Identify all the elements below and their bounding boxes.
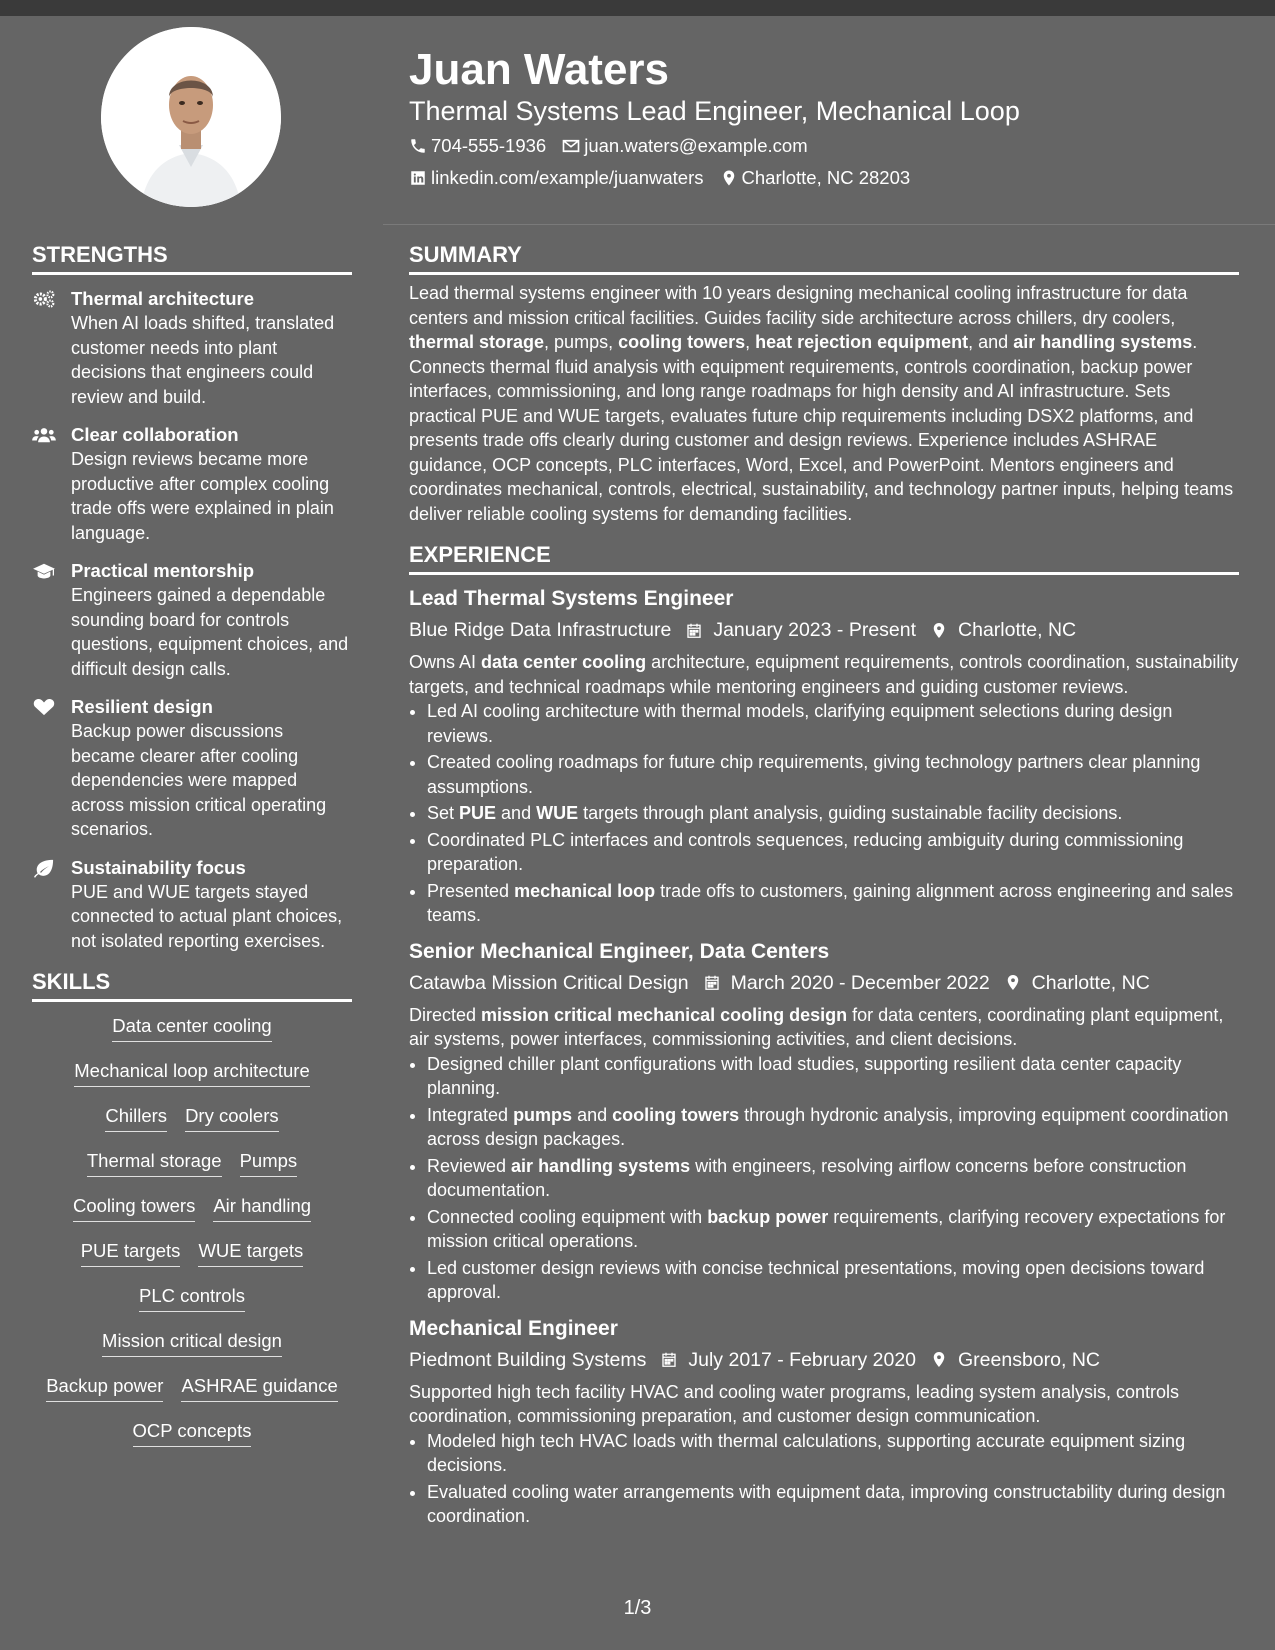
- text-segment: and: [572, 1104, 613, 1125]
- emphasis-text: pumps: [513, 1104, 573, 1125]
- text-segment: Coordinated PLC interfaces and controls sequences, reducing ambiguity during commissioning preparation.: [427, 829, 1184, 874]
- header-divider: [383, 224, 1275, 225]
- text-segment: Created cooling roadmaps for future chip requirements, giving technology partners clear planning assumptions.: [427, 752, 1201, 797]
- map-pin-icon: [930, 621, 948, 640]
- job-title: Mechanical Engineer: [409, 1316, 618, 1340]
- text-segment: Integrated: [427, 1104, 514, 1125]
- skill-tag: Thermal storage: [87, 1149, 222, 1177]
- text-segment: and: [496, 803, 537, 823]
- text-segment: Supported high tech facility HVAC and cooling water programs, leading system analysis, controls coordination, commissioning preparation, and customer design communication.: [409, 1381, 1180, 1426]
- location-contact: [720, 166, 911, 190]
- location-text: Charlotte, NC 28203: [741, 167, 911, 188]
- job-bullets: [409, 699, 1239, 928]
- job-entry: [409, 938, 1239, 1305]
- job-description: [409, 1003, 1239, 1052]
- text-segment: , and: [968, 332, 1014, 352]
- skill-tag: Data center cooling: [112, 1014, 271, 1042]
- map-pin-icon: [1004, 973, 1022, 992]
- text-segment: Set: [427, 803, 460, 823]
- graduation-cap-icon: [32, 561, 56, 581]
- text-segment: Reviewed: [427, 1155, 512, 1176]
- experience-list: [409, 585, 1239, 1529]
- emphasis-text: mechanical loop: [514, 880, 656, 901]
- skill-tag: Backup power: [46, 1374, 163, 1402]
- linkedin-text: linkedin.com/example/juanwaters: [431, 167, 704, 188]
- emphasis-text: cooling towers: [612, 1104, 740, 1125]
- skill-tag: Cooling towers: [73, 1194, 195, 1222]
- text-segment: , pumps,: [544, 332, 619, 352]
- job-entry: [409, 1315, 1239, 1529]
- text-segment: Directed: [409, 1004, 482, 1025]
- job-bullet: [427, 699, 1239, 748]
- strength-title: Thermal architecture: [71, 288, 255, 309]
- emphasis-text: backup power: [707, 1206, 829, 1227]
- strength-description: When AI loads shifted, translated customer needs into plant decisions that engineers could review and build.: [71, 313, 335, 407]
- strength-item: [32, 559, 352, 681]
- strengths-list: [32, 287, 352, 953]
- job-bullet: [427, 750, 1239, 799]
- strength-description: PUE and WUE targets stayed connected to actual plant choices, not isolated reporting exercises.: [71, 881, 343, 951]
- phone-text: 704-555-1936: [431, 135, 547, 156]
- candidate-headline: Thermal Systems Lead Engineer, Mechanical Loop: [409, 96, 1020, 126]
- skill-tag: WUE targets: [198, 1239, 303, 1267]
- job-bullet: [427, 1256, 1239, 1305]
- job-entry: [409, 585, 1239, 928]
- text-segment: Evaluated cooling water arrangements with equipment data, improving constructability during design coordination.: [427, 1481, 1226, 1526]
- skill-row: [32, 1104, 352, 1149]
- emphasis-text: WUE: [536, 803, 579, 823]
- email-contact[interactable]: [562, 134, 807, 158]
- job-bullets: [409, 1052, 1239, 1305]
- job-bullet: [427, 1103, 1239, 1152]
- job-dates: January 2023 - Present: [713, 619, 917, 641]
- contact-row-1: [409, 134, 824, 158]
- job-location: Charlotte, NC: [958, 619, 1077, 641]
- map-pin-icon: [720, 169, 738, 187]
- text-segment: with engineers, resolving airflow concerns before construction documentation.: [427, 1155, 1187, 1200]
- text-segment: Modeled high tech HVAC loads with thermal calculations, supporting accurate equipment sizing decisions.: [427, 1430, 1186, 1475]
- profile-photo: [101, 27, 281, 207]
- emphasis-text: PUE: [459, 803, 497, 823]
- gears-icon: [32, 289, 56, 309]
- skill-tag: Air handling: [213, 1194, 311, 1222]
- text-segment: requirements, clarifying recovery expectations for mission critical operations.: [427, 1206, 1226, 1251]
- skill-row: [32, 1149, 352, 1194]
- strength-item: [32, 856, 352, 954]
- leaf-icon: [32, 858, 56, 878]
- linkedin-icon: [409, 169, 427, 187]
- calendar-icon: [660, 1350, 678, 1369]
- job-location: Charlotte, NC: [1031, 971, 1150, 994]
- job-bullet: [427, 879, 1239, 928]
- skill-row: [32, 1239, 352, 1284]
- emphasis-text: data center cooling: [481, 652, 647, 672]
- job-bullet: [427, 1154, 1239, 1203]
- emphasis-text: air handling systems: [1013, 332, 1193, 352]
- job-bullets: [409, 1429, 1239, 1529]
- job-description: [409, 1380, 1239, 1429]
- heart-icon: [32, 697, 56, 717]
- linkedin-contact[interactable]: [409, 166, 704, 190]
- skill-tag: Pumps: [240, 1149, 298, 1177]
- text-segment: for data centers, coordinating plant equipment, air systems, power interfaces, commissioning activities, and client decisions.: [409, 1004, 1224, 1049]
- users-icon: [32, 425, 56, 445]
- strength-description: Engineers gained a dependable sounding board for controls questions, equipment choices, and difficult design calls.: [71, 585, 349, 679]
- text-segment: Led AI cooling architecture with thermal models, clarifying equipment selections during design reviews.: [427, 701, 1173, 746]
- calendar-icon: [685, 621, 703, 640]
- text-segment: ,: [745, 332, 756, 352]
- company-name: Blue Ridge Data Infrastructure: [409, 619, 672, 641]
- skill-row: [32, 1329, 352, 1374]
- skill-tag: OCP concepts: [133, 1419, 252, 1447]
- strength-title: Practical mentorship: [71, 560, 255, 581]
- emphasis-text: mission critical mechanical cooling design: [481, 1004, 848, 1025]
- top-bar: [0, 0, 1275, 16]
- skill-tag: Chillers: [105, 1104, 167, 1132]
- text-segment: Designed chiller plant configurations with load studies, supporting resilient data center capacity planning.: [427, 1053, 1182, 1098]
- summary-text: [409, 281, 1239, 526]
- job-meta: [409, 616, 1239, 644]
- skill-row: [32, 1284, 352, 1329]
- skill-tag: Dry coolers: [185, 1104, 279, 1132]
- job-dates: March 2020 - December 2022: [730, 971, 990, 994]
- strength-title: Sustainability focus: [71, 856, 246, 878]
- strength-item: [32, 695, 352, 842]
- summary-heading: SUMMARY: [409, 240, 1239, 275]
- skill-row: [32, 1014, 352, 1059]
- job-meta: [409, 1346, 1239, 1374]
- text-segment: Connected cooling equipment with: [427, 1206, 708, 1227]
- skill-row: [32, 1374, 352, 1419]
- strength-title: Resilient design: [71, 696, 213, 717]
- job-bullet: [427, 801, 1239, 826]
- strength-description: Backup power discussions became clearer after cooling dependencies were mapped across mission critical operating scenarios.: [71, 721, 327, 839]
- skill-tag: PUE targets: [81, 1239, 181, 1267]
- skill-row: [32, 1059, 352, 1104]
- skill-tag: Mechanical loop architecture: [74, 1059, 310, 1087]
- emphasis-text: cooling towers: [618, 332, 746, 352]
- text-segment: through hydronic analysis, improving equipment coordination across design packages.: [427, 1104, 1229, 1149]
- job-description: [409, 650, 1239, 699]
- text-segment: Lead thermal systems engineer with 10 years designing mechanical cooling infrastructure for data centers and mission critical facilities. Guides facility side architecture across chillers, dry coolers,: [409, 283, 1188, 328]
- strength-description: Design reviews became more productive after complex cooling trade offs were explained in plain language.: [71, 449, 334, 543]
- phone-icon: [409, 137, 427, 155]
- page-indicator: 1/3: [623, 1597, 652, 1619]
- job-bullet: [427, 1052, 1239, 1101]
- text-segment: architecture, equipment requirements, controls coordination, sustainability targets, and technical roadmaps while mentoring engineers and guiding customer reviews.: [409, 652, 1239, 697]
- contact-row-2: [409, 166, 926, 190]
- text-segment: targets through plant analysis, guiding sustainable facility decisions.: [578, 803, 1123, 823]
- text-segment: . Connects thermal fluid analysis with equipment requirements, controls coordination, backup power interfaces, commissioning, and long range roadmaps for high density and AI infrastructure. Sets practical PUE and WUE targets, evaluates future chip requirements including DSX2 platforms, and presents trade offs clearly during customer and design reviews. Experience includes ASHRAE guidance, OCP concepts, PLC interfaces, Word, Excel, and PowerPoint. Mentors engineers and coordinates mechanical, controls, electrical, sustainability, and technology partner inputs, helping teams deliver reliable cooling systems for demanding facilities.: [409, 332, 1234, 524]
- strength-title: Clear collaboration: [71, 424, 239, 445]
- skill-row: [32, 1419, 352, 1464]
- text-segment: trade offs to customers, gaining alignment across engineering and sales teams.: [427, 880, 1234, 925]
- phone-contact[interactable]: [409, 134, 546, 158]
- text-segment: Led customer design reviews with concise technical presentations, moving open decisions toward approval.: [427, 1257, 1205, 1302]
- text-segment: Owns AI: [409, 652, 482, 672]
- email-text: juan.waters@example.com: [584, 135, 808, 156]
- emphasis-text: air handling systems: [511, 1155, 691, 1176]
- job-bullet: [427, 1480, 1239, 1529]
- skill-tag: ASHRAE guidance: [181, 1374, 337, 1402]
- job-bullet: [427, 828, 1239, 877]
- strength-item: [32, 423, 352, 545]
- skills-heading: SKILLS: [32, 967, 352, 1002]
- skill-tag: PLC controls: [139, 1284, 245, 1312]
- job-location: Greensboro, NC: [958, 1348, 1100, 1371]
- skill-tag: Mission critical design: [102, 1329, 282, 1357]
- job-dates: July 2017 - February 2020: [688, 1348, 917, 1371]
- strength-item: [32, 287, 352, 409]
- emphasis-text: heat rejection equipment: [755, 332, 969, 352]
- job-title: Senior Mechanical Engineer, Data Centers: [409, 939, 830, 963]
- right-column: [409, 240, 1239, 1531]
- job-meta: [409, 969, 1239, 997]
- text-segment: Presented: [427, 880, 515, 901]
- envelope-icon: [562, 137, 580, 155]
- skill-row: [32, 1194, 352, 1239]
- strengths-heading: STRENGTHS: [32, 240, 352, 275]
- emphasis-text: thermal storage: [409, 332, 545, 352]
- candidate-name: Juan Waters: [409, 45, 670, 94]
- job-title: Lead Thermal Systems Engineer: [409, 587, 734, 610]
- calendar-icon: [703, 973, 721, 992]
- skills-list: [32, 1014, 352, 1464]
- company-name: Catawba Mission Critical Design: [409, 971, 689, 994]
- job-bullet: [427, 1205, 1239, 1254]
- left-column: [32, 240, 352, 1464]
- experience-heading: EXPERIENCE: [409, 540, 1239, 575]
- job-bullet: [427, 1429, 1239, 1478]
- map-pin-icon: [930, 1350, 948, 1369]
- company-name: Piedmont Building Systems: [409, 1348, 647, 1371]
